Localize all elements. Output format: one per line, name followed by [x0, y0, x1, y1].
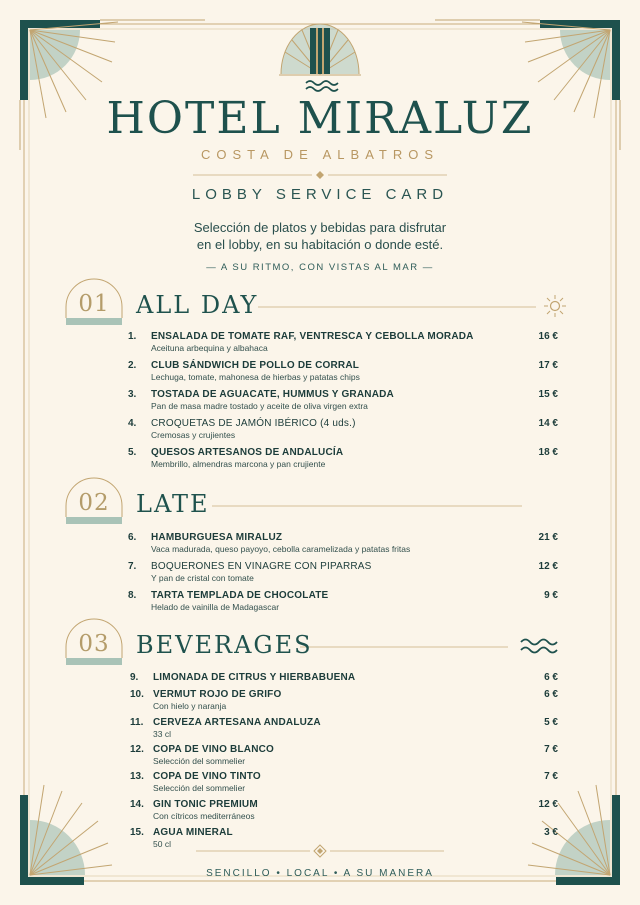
intro-line-1: Selección de platos y bebidas para disfrutar: [193, 220, 447, 235]
item-name: HAMBURGUESA MIRALUZ: [151, 532, 283, 543]
menu-item: [130, 744, 560, 770]
item-number: 4.: [128, 418, 137, 429]
item-name: CROQUETAS DE JAMÓN IBÉRICO (4 uds.): [151, 418, 356, 429]
section-number-02: 02: [78, 490, 110, 516]
moon-icon: [538, 490, 556, 515]
item-name: LIMONADA DE CITRUS Y HIERBABUENA: [153, 672, 356, 683]
item-price: 12 €: [538, 561, 558, 572]
menu-item: [128, 532, 560, 558]
menu-item: [128, 389, 560, 415]
section-title-late: LATE: [136, 490, 210, 518]
item-description: Membrillo, almendras marcona y pan crujiente: [151, 459, 326, 469]
card-title: LOBBY SERVICE CARD: [191, 186, 449, 203]
item-number: 5.: [128, 447, 137, 458]
item-number: 15.: [130, 827, 144, 838]
menu-item: [130, 771, 560, 797]
item-price: 18 €: [538, 447, 558, 458]
hotel-name: HOTEL MIRALUZ: [106, 93, 534, 144]
menu-item: [128, 447, 560, 473]
hotel-logo-fan-icon: [279, 24, 361, 91]
item-number: 8.: [128, 590, 137, 601]
item-price: 7 €: [544, 744, 558, 755]
section-title-all-day: ALL DAY: [136, 291, 259, 319]
item-name: BOQUERONES EN VINAGRE CON PIPARRAS: [151, 561, 372, 572]
item-description: 50 cl: [153, 839, 171, 849]
item-name: AGUA MINERAL: [153, 827, 233, 838]
item-price: 12 €: [538, 799, 558, 810]
section-header-decor-2: [66, 478, 522, 524]
item-name: TARTA TEMPLADA DE CHOCOLATE: [151, 590, 329, 601]
item-number: 11.: [130, 717, 144, 728]
footer-tagline: SENCILLO • LOCAL • A SU MANERA: [206, 868, 434, 879]
item-description: Aceituna arbequina y albahaca: [151, 343, 268, 353]
hotel-subtitle: COSTA DE ALBATROS: [200, 147, 440, 162]
waves-icon: [521, 640, 557, 653]
menu-item: [130, 827, 560, 853]
item-price: 5 €: [544, 717, 558, 728]
menu-item: [128, 331, 560, 357]
item-number: 10.: [130, 689, 144, 700]
item-price: 17 €: [538, 360, 558, 371]
menu-item: [128, 360, 560, 386]
section-number-03: 03: [78, 631, 110, 657]
item-description: Y pan de cristal con tomate: [151, 573, 254, 583]
item-name: CLUB SÁNDWICH DE POLLO DE CORRAL: [151, 360, 360, 371]
item-price: 3 €: [544, 827, 558, 838]
sun-icon: [544, 295, 566, 317]
item-name: VERMUT ROJO DE GRIFO: [153, 689, 282, 700]
menu-item: [128, 418, 560, 444]
item-price: 6 €: [544, 689, 558, 700]
item-number: 1.: [128, 331, 137, 342]
item-name: QUESOS ARTESANOS DE ANDALUCÍA: [151, 447, 344, 458]
item-name: ENSALADA DE TOMATE RAF, VENTRESCA Y CEBOLLA MORADA: [151, 331, 474, 342]
item-price: 6 €: [544, 672, 558, 683]
item-name: TOSTADA DE AGUACATE, HUMMUS Y GRANADA: [151, 389, 394, 400]
item-number: 7.: [128, 561, 137, 572]
item-name: CERVEZA ARTESANA ANDALUZA: [153, 717, 321, 728]
menu-item: [130, 799, 560, 825]
item-description: Vaca madurada, queso payoyo, cebolla caramelizada y patatas fritas: [151, 544, 411, 554]
item-number: 13.: [130, 771, 144, 782]
item-number: 3.: [128, 389, 137, 400]
item-price: 15 €: [538, 389, 558, 400]
item-description: Con cítricos mediterráneos: [153, 811, 255, 821]
item-price: 14 €: [538, 418, 558, 429]
tagline: — A SU RITMO, CON VISTAS AL MAR —: [206, 262, 434, 273]
item-number: 14.: [130, 799, 144, 810]
item-price: 21 €: [538, 532, 558, 543]
item-description: Selección del sommelier: [153, 756, 246, 766]
item-description: Cremosas y crujientes: [151, 430, 236, 440]
item-description: Lechuga, tomate, mahonesa de hierbas y patatas chips: [151, 372, 360, 382]
intro-text: [0, 219, 640, 253]
item-number: 12.: [130, 744, 144, 755]
item-description: 33 cl: [153, 729, 171, 739]
item-number: 2.: [128, 360, 137, 371]
item-price: 16 €: [538, 331, 558, 342]
section-title-beverages: BEVERAGES: [136, 631, 313, 659]
item-description: Con hielo y naranja: [153, 701, 227, 711]
menu-item: [130, 689, 560, 715]
menu-item: [130, 717, 560, 743]
item-description: Selección del sommelier: [153, 783, 246, 793]
menu-item: [128, 590, 560, 616]
item-name: COPA DE VINO TINTO: [153, 771, 261, 782]
item-price: 7 €: [544, 771, 558, 782]
item-number: 9.: [130, 672, 139, 683]
menu-item: [128, 561, 560, 587]
item-name: GIN TONIC PREMIUM: [153, 799, 258, 810]
item-number: 6.: [128, 532, 137, 543]
item-price: 9 €: [544, 590, 558, 601]
item-description: Helado de vainilla de Madagascar: [151, 602, 280, 612]
item-description: Pan de masa madre tostado y aceite de oliva virgen extra: [151, 401, 368, 411]
item-name: COPA DE VINO BLANCO: [153, 744, 275, 755]
section-number-01: 01: [78, 291, 110, 317]
intro-line-2: en el lobby, en su habitación o donde esté.: [196, 237, 444, 252]
